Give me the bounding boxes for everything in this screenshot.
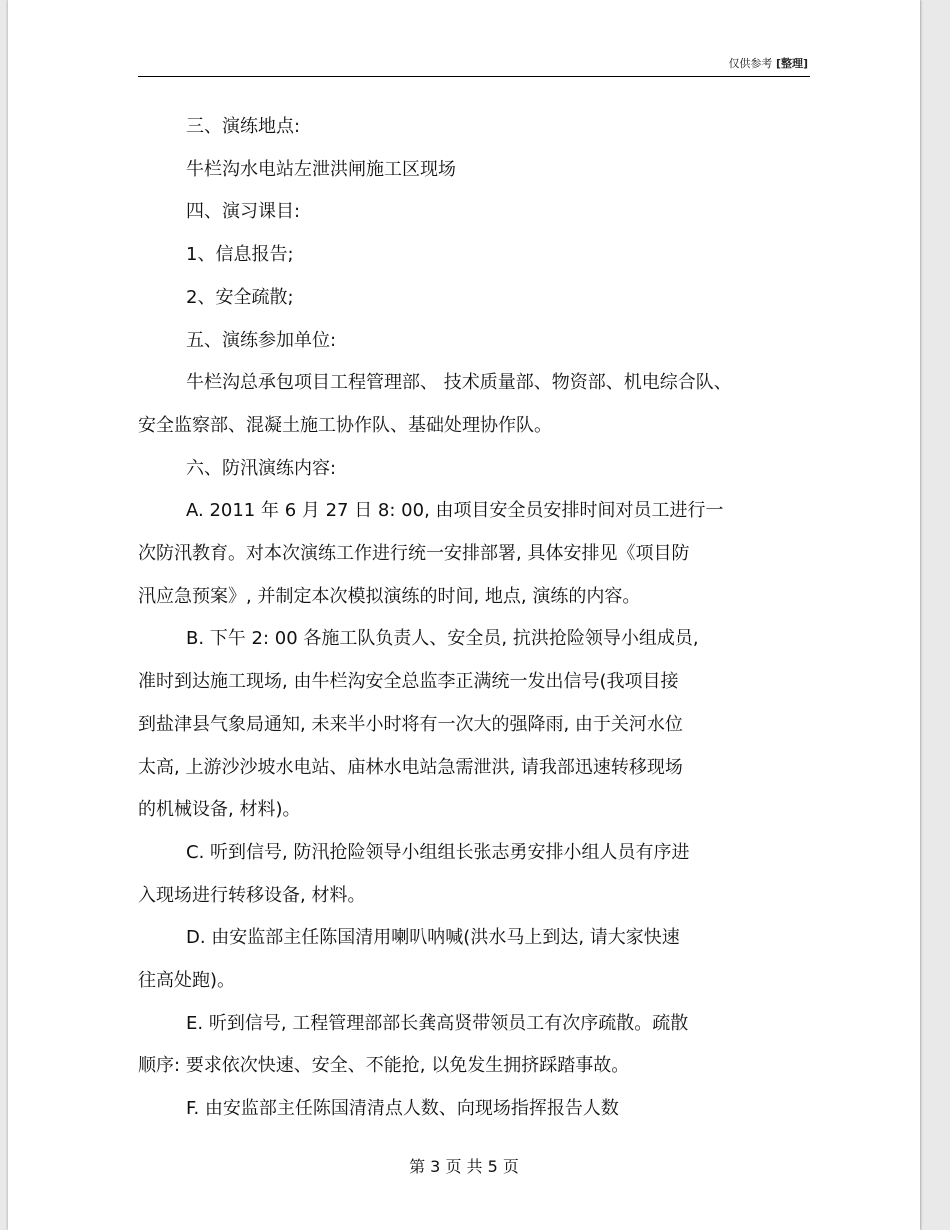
header-rule [138,76,810,77]
section-heading: 六、防汛演练内容: [186,457,337,479]
header-label: 仅供参考 [728,57,773,70]
section-heading: 三、演练地点: [186,116,301,137]
paragraph-line: B. 下午 2: 00 各施工队负责人、安全员, 抗洪抢险领导小组成员, [186,628,699,650]
paragraph-line: 顺序: 要求依次快速、安全、不能抢, 以免发生拥挤踩踏事故。 [138,1055,630,1077]
paragraph-line: F. 由安监部主任陈国清清点人数、向现场指挥报告人数 [186,1098,619,1120]
paragraph-line: 准时到达施工现场, 由牛栏沟安全总监李正满统一发出信号(我项目接 [138,671,679,693]
paragraph-line: C. 听到信号, 防汛抢险领导小组组长张志勇安排小组人员有序进 [186,841,690,863]
paragraph-line: E. 听到信号, 工程管理部部长龚高贤带领员工有次序疏散。疏散 [186,1012,689,1034]
paragraph-line: 汛应急预案》, 并制定本次模拟演练的时间, 地点, 演练的内容。 [138,585,641,607]
paragraph-line: 往高处跑)。 [138,970,236,992]
list-item: 1、信息报告; [186,244,294,266]
paragraph-line: D. 由安监部主任陈国清用喇叭呐喊(洪水马上到达, 请大家快速 [186,927,680,949]
document-body [138,106,818,1131]
list-item: 2、安全疏散; [186,286,294,308]
page-footer: 第 3 页 共 5 页 [409,1157,519,1176]
paragraph-line: 到盐津县气象局通知, 未来半小时将有一次大的强降雨, 由于关河水位 [138,713,683,735]
paragraph-line: 次防汛教育。对本次演练工作进行统一安排部署, 具体安排见《项目防 [138,543,690,565]
document-page [8,0,920,1230]
paragraph-line: 牛栏沟水电站左泄洪闸施工区现场 [186,158,456,180]
paragraph-line: 入现场进行转移设备, 材料。 [138,884,366,906]
page-header [728,55,808,71]
paragraph-line: A. 2011 年 6 月 27 日 8: 00, 由项目安全员安排时间对员工进行一 [186,500,724,522]
header-bracket: [整理] [775,57,808,70]
paragraph-line: 太高, 上游沙沙坡水电站、庙林水电站急需泄洪, 请我部迅速转移现场 [138,756,683,778]
section-heading: 四、演习课目: [186,201,301,223]
paragraph-line: 牛栏沟总承包项目工程管理部、 技术质量部、物资部、机电综合队、 [186,372,732,394]
section-heading: 五、演练参加单位: [186,329,337,351]
paragraph-line: 的机械设备, 材料)。 [138,799,301,821]
paragraph-line: 安全监察部、混凝土施工协作队、基础处理协作队。 [138,414,552,436]
